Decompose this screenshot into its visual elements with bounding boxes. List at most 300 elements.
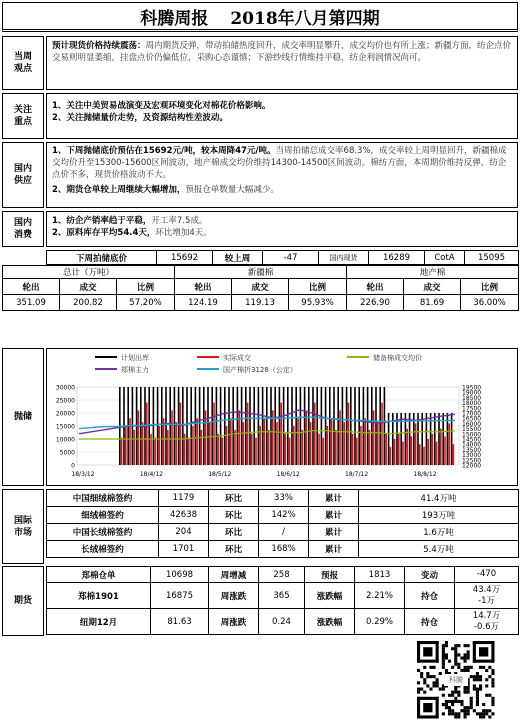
view-content	[46, 36, 518, 90]
qr-module	[485, 709, 488, 712]
qr-module	[482, 715, 485, 718]
qr-module	[454, 700, 457, 703]
qr-module	[448, 712, 451, 715]
qr-module	[457, 666, 460, 669]
actual-bar	[339, 410, 341, 465]
futures-value: 10698	[151, 567, 209, 583]
qr-module	[485, 694, 488, 697]
qr-module	[451, 700, 454, 703]
qr-module	[485, 678, 488, 681]
qr-module	[442, 657, 445, 660]
qr-module	[488, 715, 491, 718]
domestic-spot: 16289	[369, 251, 425, 265]
qr-module	[491, 684, 494, 687]
x-tick-label: 18/4/12	[139, 471, 163, 478]
col-header: 成交	[232, 279, 289, 295]
qr-module	[464, 653, 467, 656]
qr-module	[473, 678, 476, 681]
planned-bar	[304, 387, 306, 465]
chart-legend	[95, 353, 422, 374]
qr-module	[482, 666, 485, 669]
right-tick-label: 13500	[462, 446, 482, 454]
col-header: 比例	[117, 279, 175, 295]
planned-bar	[316, 387, 318, 465]
qr-module	[439, 672, 442, 675]
table-cell: 124.19	[175, 295, 232, 311]
qr-module	[488, 709, 491, 712]
futures-row	[47, 567, 519, 583]
qr-module	[476, 678, 479, 681]
futures-table	[46, 566, 519, 635]
actual-bar	[226, 426, 228, 465]
group-local: 地产棉	[347, 266, 519, 279]
focus-label: 关注 重点	[2, 93, 44, 139]
actual-bar	[402, 442, 404, 465]
intl-cum-label: 累计	[309, 541, 359, 558]
actual-bar	[314, 403, 316, 465]
qr-module	[476, 672, 479, 675]
planned-bar	[325, 387, 327, 465]
qr-module	[457, 712, 460, 715]
planned-bar	[291, 387, 293, 465]
intl-name: 中国细绒棉签约	[47, 490, 159, 507]
qr-module	[457, 715, 460, 718]
qr-module	[451, 712, 454, 715]
qr-module	[467, 653, 470, 656]
qr-module	[442, 660, 445, 663]
actual-bar	[264, 418, 266, 465]
qr-module	[464, 706, 467, 709]
qr-module	[467, 709, 470, 712]
qr-module	[423, 678, 426, 681]
qr-finder	[423, 647, 432, 656]
actual-bar	[268, 430, 270, 465]
qr-module	[476, 712, 479, 715]
qr-module	[464, 666, 467, 669]
right-tick-label: 13000	[462, 452, 482, 460]
planned-bar	[287, 387, 289, 465]
futures-label-4: 变动	[405, 567, 455, 583]
actual-bar	[411, 436, 413, 465]
vs-last: -47	[263, 251, 319, 265]
futures-value-2: 365	[259, 583, 305, 609]
qr-module	[448, 706, 451, 709]
actual-bar	[419, 444, 421, 465]
futures-value-4-change: -1万	[478, 595, 495, 606]
qr-module	[454, 688, 457, 691]
futures-value-2: 258	[259, 567, 305, 583]
qr-finder	[473, 660, 495, 663]
futures-row	[47, 609, 519, 635]
right-tick-label: 12500	[462, 457, 482, 465]
qr-module	[470, 697, 473, 700]
planned-bar	[228, 387, 230, 465]
right-tick-label: 14000	[462, 441, 482, 449]
planned-bar	[266, 387, 268, 465]
qr-module	[467, 691, 470, 694]
qr-module	[473, 675, 476, 678]
actual-bar	[327, 426, 329, 465]
planned-bar	[354, 387, 356, 465]
actual-bar	[398, 434, 400, 465]
actual-bar	[217, 434, 219, 465]
qr-module	[476, 691, 479, 694]
qr-module	[451, 694, 454, 697]
actual-bar	[352, 434, 354, 465]
planned-bar	[258, 387, 260, 465]
qr-module	[457, 700, 460, 703]
qr-module	[460, 669, 463, 672]
qr-module	[429, 666, 432, 669]
planned-bar	[224, 387, 226, 465]
qr-module	[420, 672, 423, 675]
actual-bar	[301, 430, 303, 465]
qr-module	[479, 715, 482, 718]
intl-row	[47, 541, 519, 558]
planned-bar	[186, 387, 188, 465]
qr-module	[470, 700, 473, 703]
actual-bar	[406, 429, 408, 465]
actual-bar	[415, 423, 417, 465]
intl-ring-label: 环比	[209, 490, 259, 507]
planned-bar	[237, 387, 239, 465]
planned-bar	[262, 387, 264, 465]
qr-finder	[473, 641, 476, 663]
actual-bar	[381, 403, 383, 465]
intl-cum-label: 累计	[309, 507, 359, 524]
actual-bar	[280, 403, 282, 465]
qr-module	[479, 675, 482, 678]
qr-module	[442, 688, 445, 691]
right-tick-label: 15000	[462, 431, 482, 439]
col-header: 成交	[60, 279, 117, 295]
legend-label: 郑棉主力	[121, 366, 149, 374]
qr-module	[442, 653, 445, 656]
qr-module	[464, 688, 467, 691]
report-title: 科腾周报	[140, 8, 209, 29]
futures-label: 期货	[2, 566, 44, 636]
qr-module	[473, 684, 476, 687]
left-tick-label: 20000	[55, 410, 75, 418]
demand-l2-lead: 2、原料库存平均54.4天，	[52, 228, 156, 238]
demand-l1-lead: 1、纺企产销率趋于平稳，	[52, 216, 152, 226]
qr-module	[445, 644, 448, 647]
vs-last-label: 较上周	[213, 251, 263, 265]
futures-name: 郑棉仓单	[47, 567, 151, 583]
qr-module	[479, 666, 482, 669]
qr-module	[442, 703, 445, 706]
qr-module	[467, 688, 470, 691]
supply-p1-text: 当周拍储总成交率68.3%，成交率较上周明显回升，新疆棉成交均价升至15300-15600区间波动，地产棉成交均价维持14300-14500区间波动。棉纺方面，本周期价维持反弹，纺企点价不多，现货价格波动不大。	[52, 146, 507, 180]
intl-cum: 41.4万吨	[359, 490, 519, 507]
domestic-spot-label: 国内现货	[319, 251, 369, 265]
intl-ring-label: 环比	[209, 507, 259, 524]
planned-bar	[371, 387, 373, 465]
qr-module	[467, 706, 470, 709]
actual-bar	[222, 438, 224, 465]
actual-bar	[138, 410, 140, 465]
actual-bar	[440, 429, 442, 465]
planned-bar	[178, 387, 180, 465]
futures-value-3: 2.21%	[355, 583, 405, 609]
actual-bar	[180, 403, 182, 465]
planned-bar	[283, 387, 285, 465]
qr-module	[433, 684, 436, 687]
intl-row	[47, 507, 519, 524]
intl-cum-label: 累计	[309, 490, 359, 507]
planned-bar	[216, 387, 218, 465]
planned-bar	[174, 387, 176, 465]
futures-value-4	[455, 583, 519, 609]
demand-l1-text: 开工率7.5成。	[151, 216, 208, 226]
table-cell: 36.00%	[461, 295, 519, 311]
qr-module	[454, 712, 457, 715]
right-tick-label: 17000	[462, 410, 482, 418]
qr-module	[476, 700, 479, 703]
right-tick-label: 16500	[462, 415, 482, 423]
planned-bar	[350, 387, 352, 465]
report-issue: 2018年八月第四期	[230, 8, 380, 29]
supply-p2-text: 预报仓单数量大幅减少。	[185, 185, 279, 195]
qr-module	[470, 706, 473, 709]
actual-bar	[432, 434, 434, 465]
qr-module	[473, 688, 476, 691]
table-cell: 95.93%	[289, 295, 347, 311]
qr-module	[464, 644, 467, 647]
qr-module	[464, 691, 467, 694]
actual-bar	[289, 438, 291, 465]
intl-ring: /	[259, 524, 309, 541]
qr-module	[436, 678, 439, 681]
planned-bar	[333, 387, 335, 465]
actual-bar	[444, 436, 446, 465]
actual-bar	[448, 423, 450, 465]
qr-module	[448, 700, 451, 703]
actual-bar	[285, 434, 287, 465]
qr-module	[451, 691, 454, 694]
planned-bar	[199, 387, 201, 465]
planned-bar	[161, 387, 163, 465]
intl-label: 国际 市场	[2, 489, 44, 564]
planned-bar	[342, 387, 344, 465]
right-tick-label: 12000	[462, 462, 482, 470]
qr-module	[442, 663, 445, 666]
futures-value: 81.63	[151, 609, 209, 635]
futures-label-2: 周涨跌	[209, 583, 259, 609]
qr-module	[420, 675, 423, 678]
actual-bar	[247, 403, 249, 465]
qr-module	[464, 709, 467, 712]
demand-label: 国内 消费	[2, 211, 44, 247]
planned-bar	[190, 387, 192, 465]
left-tick-label: 25000	[55, 397, 75, 405]
intl-name: 细绒棉签约	[47, 507, 159, 524]
qr-module	[442, 644, 445, 647]
actual-bar	[343, 422, 345, 465]
table-cell: 226.90	[347, 295, 404, 311]
qr-module	[485, 684, 488, 687]
qr-module	[439, 688, 442, 691]
qr-module	[423, 681, 426, 684]
futures-label-2: 周涨跌	[209, 609, 259, 635]
qr-module	[448, 709, 451, 712]
qr-module	[454, 691, 457, 694]
intl-row	[47, 490, 519, 507]
qr-module	[467, 650, 470, 653]
qr-module	[470, 666, 473, 669]
report-header	[2, 2, 518, 32]
qr-module	[417, 688, 420, 691]
actual-bar	[125, 426, 127, 465]
qr-module	[426, 672, 429, 675]
actual-bar	[146, 403, 148, 465]
planned-bar	[274, 387, 276, 465]
actual-bar	[348, 403, 350, 465]
qr-module	[457, 691, 460, 694]
qr-module	[464, 712, 467, 715]
actual-bar	[394, 439, 396, 465]
actual-bar	[423, 447, 425, 465]
actual-bar	[255, 438, 257, 465]
planned-bar	[203, 387, 205, 465]
intl-ring-label: 环比	[209, 524, 259, 541]
qr-module	[445, 703, 448, 706]
planned-bar	[312, 387, 314, 465]
planned-bar	[337, 387, 339, 465]
left-tick-label: 15000	[55, 423, 75, 431]
chart-panel	[46, 348, 518, 486]
futures-value-3: 0.29%	[355, 609, 405, 635]
actual-bar	[230, 418, 232, 465]
view-lead: 预计现货价格持续震荡：	[52, 41, 146, 51]
qr-module	[417, 681, 420, 684]
actual-bar	[356, 438, 358, 465]
qr-module	[476, 675, 479, 678]
planned-bar	[363, 387, 365, 465]
planned-bar	[165, 387, 167, 465]
qr-module	[429, 675, 432, 678]
intl-value: 204	[159, 524, 209, 541]
planned-bar	[232, 387, 234, 465]
planned-bar	[157, 387, 159, 465]
qr-module	[488, 666, 491, 669]
qr-module	[467, 657, 470, 660]
actual-bar	[390, 447, 392, 465]
qr-module	[457, 653, 460, 656]
qr-module	[470, 703, 473, 706]
intl-name: 中国长绒棉签约	[47, 524, 159, 541]
futures-name: 纽期12月	[47, 609, 151, 635]
qr-module	[457, 663, 460, 666]
col-header: 轮出	[3, 279, 60, 295]
qr-module	[454, 647, 457, 650]
futures-value-4-main: -470	[476, 569, 497, 579]
qr-module	[454, 715, 457, 718]
cota-label: CotA	[425, 251, 465, 265]
right-tick-label: 18000	[462, 400, 482, 408]
qr-module	[491, 700, 494, 703]
qr-finder	[417, 641, 420, 663]
qr-module	[479, 684, 482, 687]
cota-value: 15095	[465, 251, 519, 265]
actual-bar	[175, 422, 177, 465]
reserve-chart	[47, 349, 517, 485]
qr-module	[467, 644, 470, 647]
qr-module	[423, 666, 426, 669]
actual-bar	[297, 418, 299, 465]
intl-value: 1701	[159, 541, 209, 558]
x-tick-label: 18/8/12	[413, 471, 437, 478]
qr-module	[491, 697, 494, 700]
qr-module	[464, 660, 467, 663]
planned-bar	[321, 387, 323, 465]
planned-bar	[279, 387, 281, 465]
qr-module	[445, 669, 448, 672]
qr-finder	[491, 641, 494, 663]
qr-module	[420, 688, 423, 691]
qr-module	[451, 703, 454, 706]
actual-bar	[453, 444, 455, 465]
legend-label: 计划出库	[121, 354, 149, 362]
legend-label: 国产棉折3128（公定）	[223, 366, 297, 374]
qr-finder	[417, 697, 439, 700]
qr-module	[454, 663, 457, 666]
actual-bar	[163, 418, 165, 465]
qr-module	[467, 666, 470, 669]
planned-bar	[220, 387, 222, 465]
qr-module	[482, 712, 485, 715]
qr-module	[491, 672, 494, 675]
qr-module	[479, 688, 482, 691]
supply-content	[46, 142, 518, 208]
actual-bar	[201, 430, 203, 465]
planned-bar	[249, 387, 251, 465]
planned-bar	[375, 387, 377, 465]
qr-module	[460, 709, 463, 712]
futures-label-3: 涨跌幅	[305, 583, 355, 609]
actual-bar	[188, 438, 190, 465]
actual-bar	[427, 439, 429, 465]
futures-value-4-change: -0.6万	[473, 621, 500, 632]
futures-label-4: 持仓	[405, 583, 455, 609]
qr-module	[488, 675, 491, 678]
col-header: 比例	[289, 279, 347, 295]
qr-module	[467, 712, 470, 715]
actual-bar	[251, 434, 253, 465]
right-tick-label: 16000	[462, 420, 482, 428]
qr-finder	[417, 715, 439, 718]
actual-bar	[154, 438, 156, 465]
futures-value-3: 1813	[355, 567, 405, 583]
qr-module	[457, 644, 460, 647]
actual-bar	[293, 426, 295, 465]
col-header: 轮出	[347, 279, 404, 295]
actual-bar	[142, 422, 144, 465]
next-week-price: 15692	[157, 251, 213, 265]
qr-module	[426, 675, 429, 678]
actual-bar	[377, 422, 379, 465]
actual-bar	[385, 434, 387, 465]
intl-table	[46, 489, 519, 558]
qr-module	[442, 647, 445, 650]
planned-bar	[241, 387, 243, 465]
right-tick-label: 19500	[462, 384, 482, 392]
actual-bar	[310, 422, 312, 465]
reserve-table	[2, 265, 519, 311]
qr-module	[491, 669, 494, 672]
futures-row	[47, 583, 519, 609]
qr-module	[451, 666, 454, 669]
